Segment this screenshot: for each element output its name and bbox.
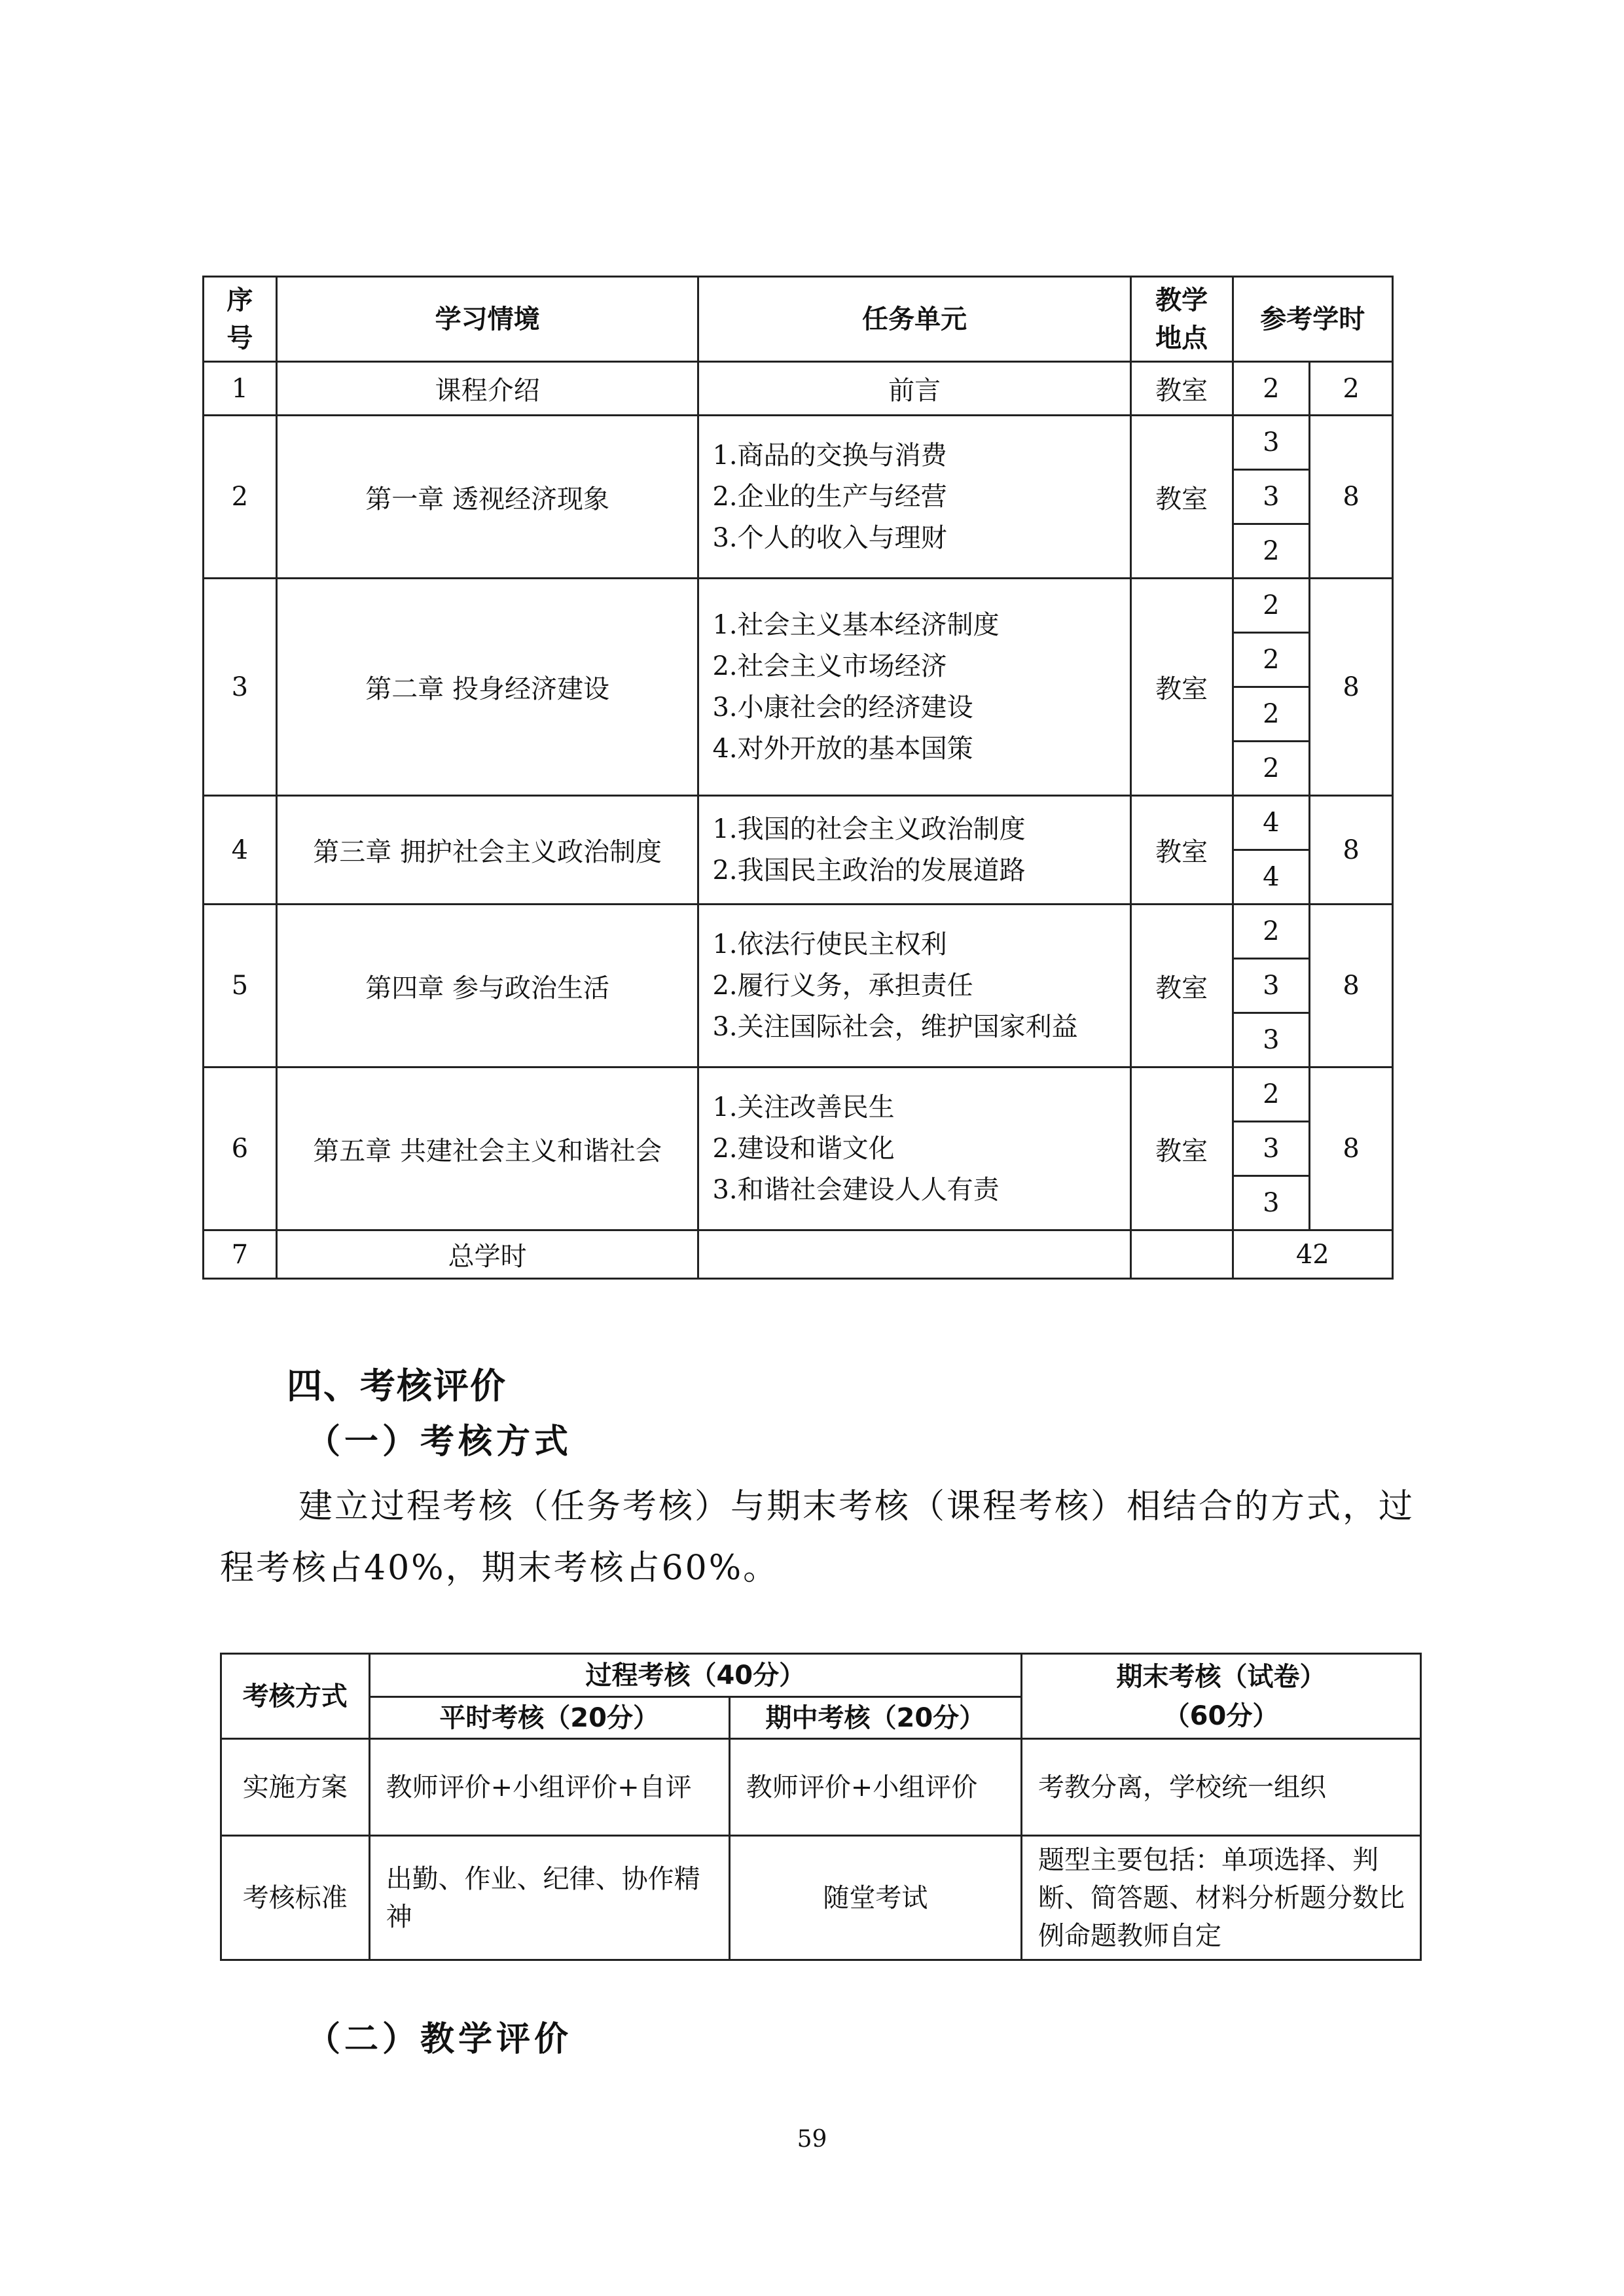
unit-hours-cell: 3 xyxy=(1233,470,1310,524)
total-empty-units xyxy=(698,1230,1130,1279)
section-heading-assessment: 四、考核评价 xyxy=(287,1365,507,1407)
task-unit-item: 2.履行义务，承担责任 xyxy=(712,970,973,1001)
header-hours: 参考学时 xyxy=(1233,277,1392,362)
table-row xyxy=(204,905,1393,959)
unit-hours-cell: 3 xyxy=(1233,1013,1310,1067)
assess-row-label: 考核标准 xyxy=(221,1836,370,1960)
row-index: 1 xyxy=(204,362,277,416)
row-index: 4 xyxy=(204,796,277,905)
assess-row-plan xyxy=(221,1739,1421,1836)
row-units xyxy=(698,905,1130,1067)
assess-header-row-1 xyxy=(221,1654,1421,1697)
row-location: 教室 xyxy=(1130,1067,1233,1230)
row-scenario: 第二章 投身经济建设 xyxy=(276,579,698,796)
task-unit-item: 1.社会主义基本经济制度 xyxy=(712,609,1000,640)
task-unit-item: 2.企业的生产与经营 xyxy=(712,481,947,512)
row-total-hours: 8 xyxy=(1310,1067,1393,1230)
unit-hours-cell: 2 xyxy=(1233,905,1310,959)
row-location: 教室 xyxy=(1130,362,1233,416)
row-units xyxy=(698,362,1130,416)
row-units xyxy=(698,1067,1130,1230)
task-unit-item: 3.关注国际社会，维护国家利益 xyxy=(712,1011,1078,1042)
row-total-hours: 8 xyxy=(1310,579,1393,796)
row-location: 教室 xyxy=(1130,905,1233,1067)
task-unit-item: 1.商品的交换与消费 xyxy=(712,440,947,471)
row-index: 3 xyxy=(204,579,277,796)
unit-hours-cell: 4 xyxy=(1233,850,1310,905)
task-unit-item: 3.小康社会的经济建设 xyxy=(712,692,973,723)
row-units xyxy=(698,416,1130,579)
total-empty-location xyxy=(1130,1230,1233,1279)
assess-regular-header: 平时考核（20分） xyxy=(369,1697,729,1739)
row-total-hours: 8 xyxy=(1310,905,1393,1067)
task-unit-item: 2.建设和谐文化 xyxy=(712,1133,895,1164)
row-location: 教室 xyxy=(1130,796,1233,905)
assess-midterm-header: 期中考核（20分） xyxy=(729,1697,1021,1739)
task-unit-item: 3.和谐社会建设人人有责 xyxy=(712,1174,1000,1205)
header-index: 序号 xyxy=(204,277,277,362)
unit-hours-cell: 3 xyxy=(1233,1176,1310,1230)
row-scenario: 第三章 拥护社会主义政治制度 xyxy=(276,796,698,905)
hours-table-body xyxy=(204,362,1393,1230)
assessment-paragraph: 建立过程考核（任务考核）与期末考核（课程考核）相结合的方式，过程考核占40%，期末考核占60%。 xyxy=(220,1487,1415,1588)
task-unit-item: 2.社会主义市场经济 xyxy=(712,651,947,681)
header-location: 教学地点 xyxy=(1130,277,1233,362)
task-unit-item: 1.关注改善民生 xyxy=(712,1092,895,1122)
table-row xyxy=(204,796,1393,850)
assess-final-cell: 考教分离，学校统一组织 xyxy=(1022,1739,1421,1836)
task-unit-item: 4.对外开放的基本国策 xyxy=(712,733,973,764)
unit-hours-cell: 2 xyxy=(1233,687,1310,742)
assessment-table xyxy=(220,1653,1422,1961)
unit-hours-cell: 2 xyxy=(1233,524,1310,579)
row-total-hours: 8 xyxy=(1310,416,1393,579)
assess-midterm-cell: 随堂考试 xyxy=(729,1836,1021,1960)
total-hours-value: 42 xyxy=(1233,1230,1392,1279)
unit-hours-cell: 4 xyxy=(1233,796,1310,850)
subheading-assessment-method: （一）考核方式 xyxy=(306,1422,573,1462)
task-unit-item: 1.依法行使民主权利 xyxy=(712,929,947,960)
table-row xyxy=(204,579,1393,633)
header-scenario: 学习情境 xyxy=(276,277,698,362)
table-row xyxy=(204,362,1393,416)
total-label: 总学时 xyxy=(276,1230,698,1279)
task-unit-item: 1.我国的社会主义政治制度 xyxy=(712,814,1026,844)
subheading-teaching-evaluation: （二）教学评价 xyxy=(306,2019,573,2059)
table-header-row xyxy=(204,277,1393,362)
unit-hours-cell: 2 xyxy=(1233,362,1310,416)
assess-regular-cell: 出勤、作业、纪律、协作精神 xyxy=(369,1836,729,1960)
assess-row-label: 实施方案 xyxy=(221,1739,370,1836)
row-index: 6 xyxy=(204,1067,277,1230)
total-row xyxy=(204,1230,1393,1279)
row-total-hours: 2 xyxy=(1310,362,1393,416)
task-unit-item: 2.我国民主政治的发展道路 xyxy=(712,855,1026,886)
assess-corner: 考核方式 xyxy=(221,1654,370,1739)
row-scenario: 第一章 透视经济现象 xyxy=(276,416,698,579)
row-location: 教室 xyxy=(1130,416,1233,579)
task-unit-item: 3.个人的收入与理财 xyxy=(712,522,947,553)
table-row xyxy=(204,1067,1393,1122)
row-units xyxy=(698,579,1130,796)
assess-final-cell: 题型主要包括：单项选择、判断、简答题、材料分析题分数比例命题教师自定 xyxy=(1022,1836,1421,1960)
assess-regular-cell: 教师评价+小组评价+自评 xyxy=(369,1739,729,1836)
assess-process-header: 过程考核（40分） xyxy=(369,1654,1021,1697)
unit-hours-cell: 2 xyxy=(1233,742,1310,796)
assess-final-line1: 期末考核（试卷） xyxy=(1116,1661,1326,1692)
unit-hours-cell: 3 xyxy=(1233,959,1310,1013)
unit-hours-cell: 2 xyxy=(1233,579,1310,633)
header-units: 任务单元 xyxy=(698,277,1130,362)
task-unit-item: 前言 xyxy=(888,376,941,406)
row-scenario: 课程介绍 xyxy=(276,362,698,416)
row-scenario: 第四章 参与政治生活 xyxy=(276,905,698,1067)
row-total-hours: 8 xyxy=(1310,796,1393,905)
page-number: 59 xyxy=(797,2126,827,2153)
unit-hours-cell: 3 xyxy=(1233,416,1310,470)
unit-hours-cell: 2 xyxy=(1233,1067,1310,1122)
row-index: 5 xyxy=(204,905,277,1067)
row-units xyxy=(698,796,1130,905)
unit-hours-cell: 3 xyxy=(1233,1122,1310,1176)
assess-final-header xyxy=(1022,1654,1421,1739)
row-scenario: 第五章 共建社会主义和谐社会 xyxy=(276,1067,698,1230)
assess-final-line2: （60分） xyxy=(1163,1700,1279,1731)
learning-hours-table xyxy=(202,276,1394,1280)
row-location: 教室 xyxy=(1130,579,1233,796)
row-index: 2 xyxy=(204,416,277,579)
assess-row-standard xyxy=(221,1836,1421,1960)
total-index: 7 xyxy=(204,1230,277,1279)
unit-hours-cell: 2 xyxy=(1233,633,1310,687)
table-row xyxy=(204,416,1393,470)
assess-midterm-cell: 教师评价+小组评价 xyxy=(729,1739,1021,1836)
